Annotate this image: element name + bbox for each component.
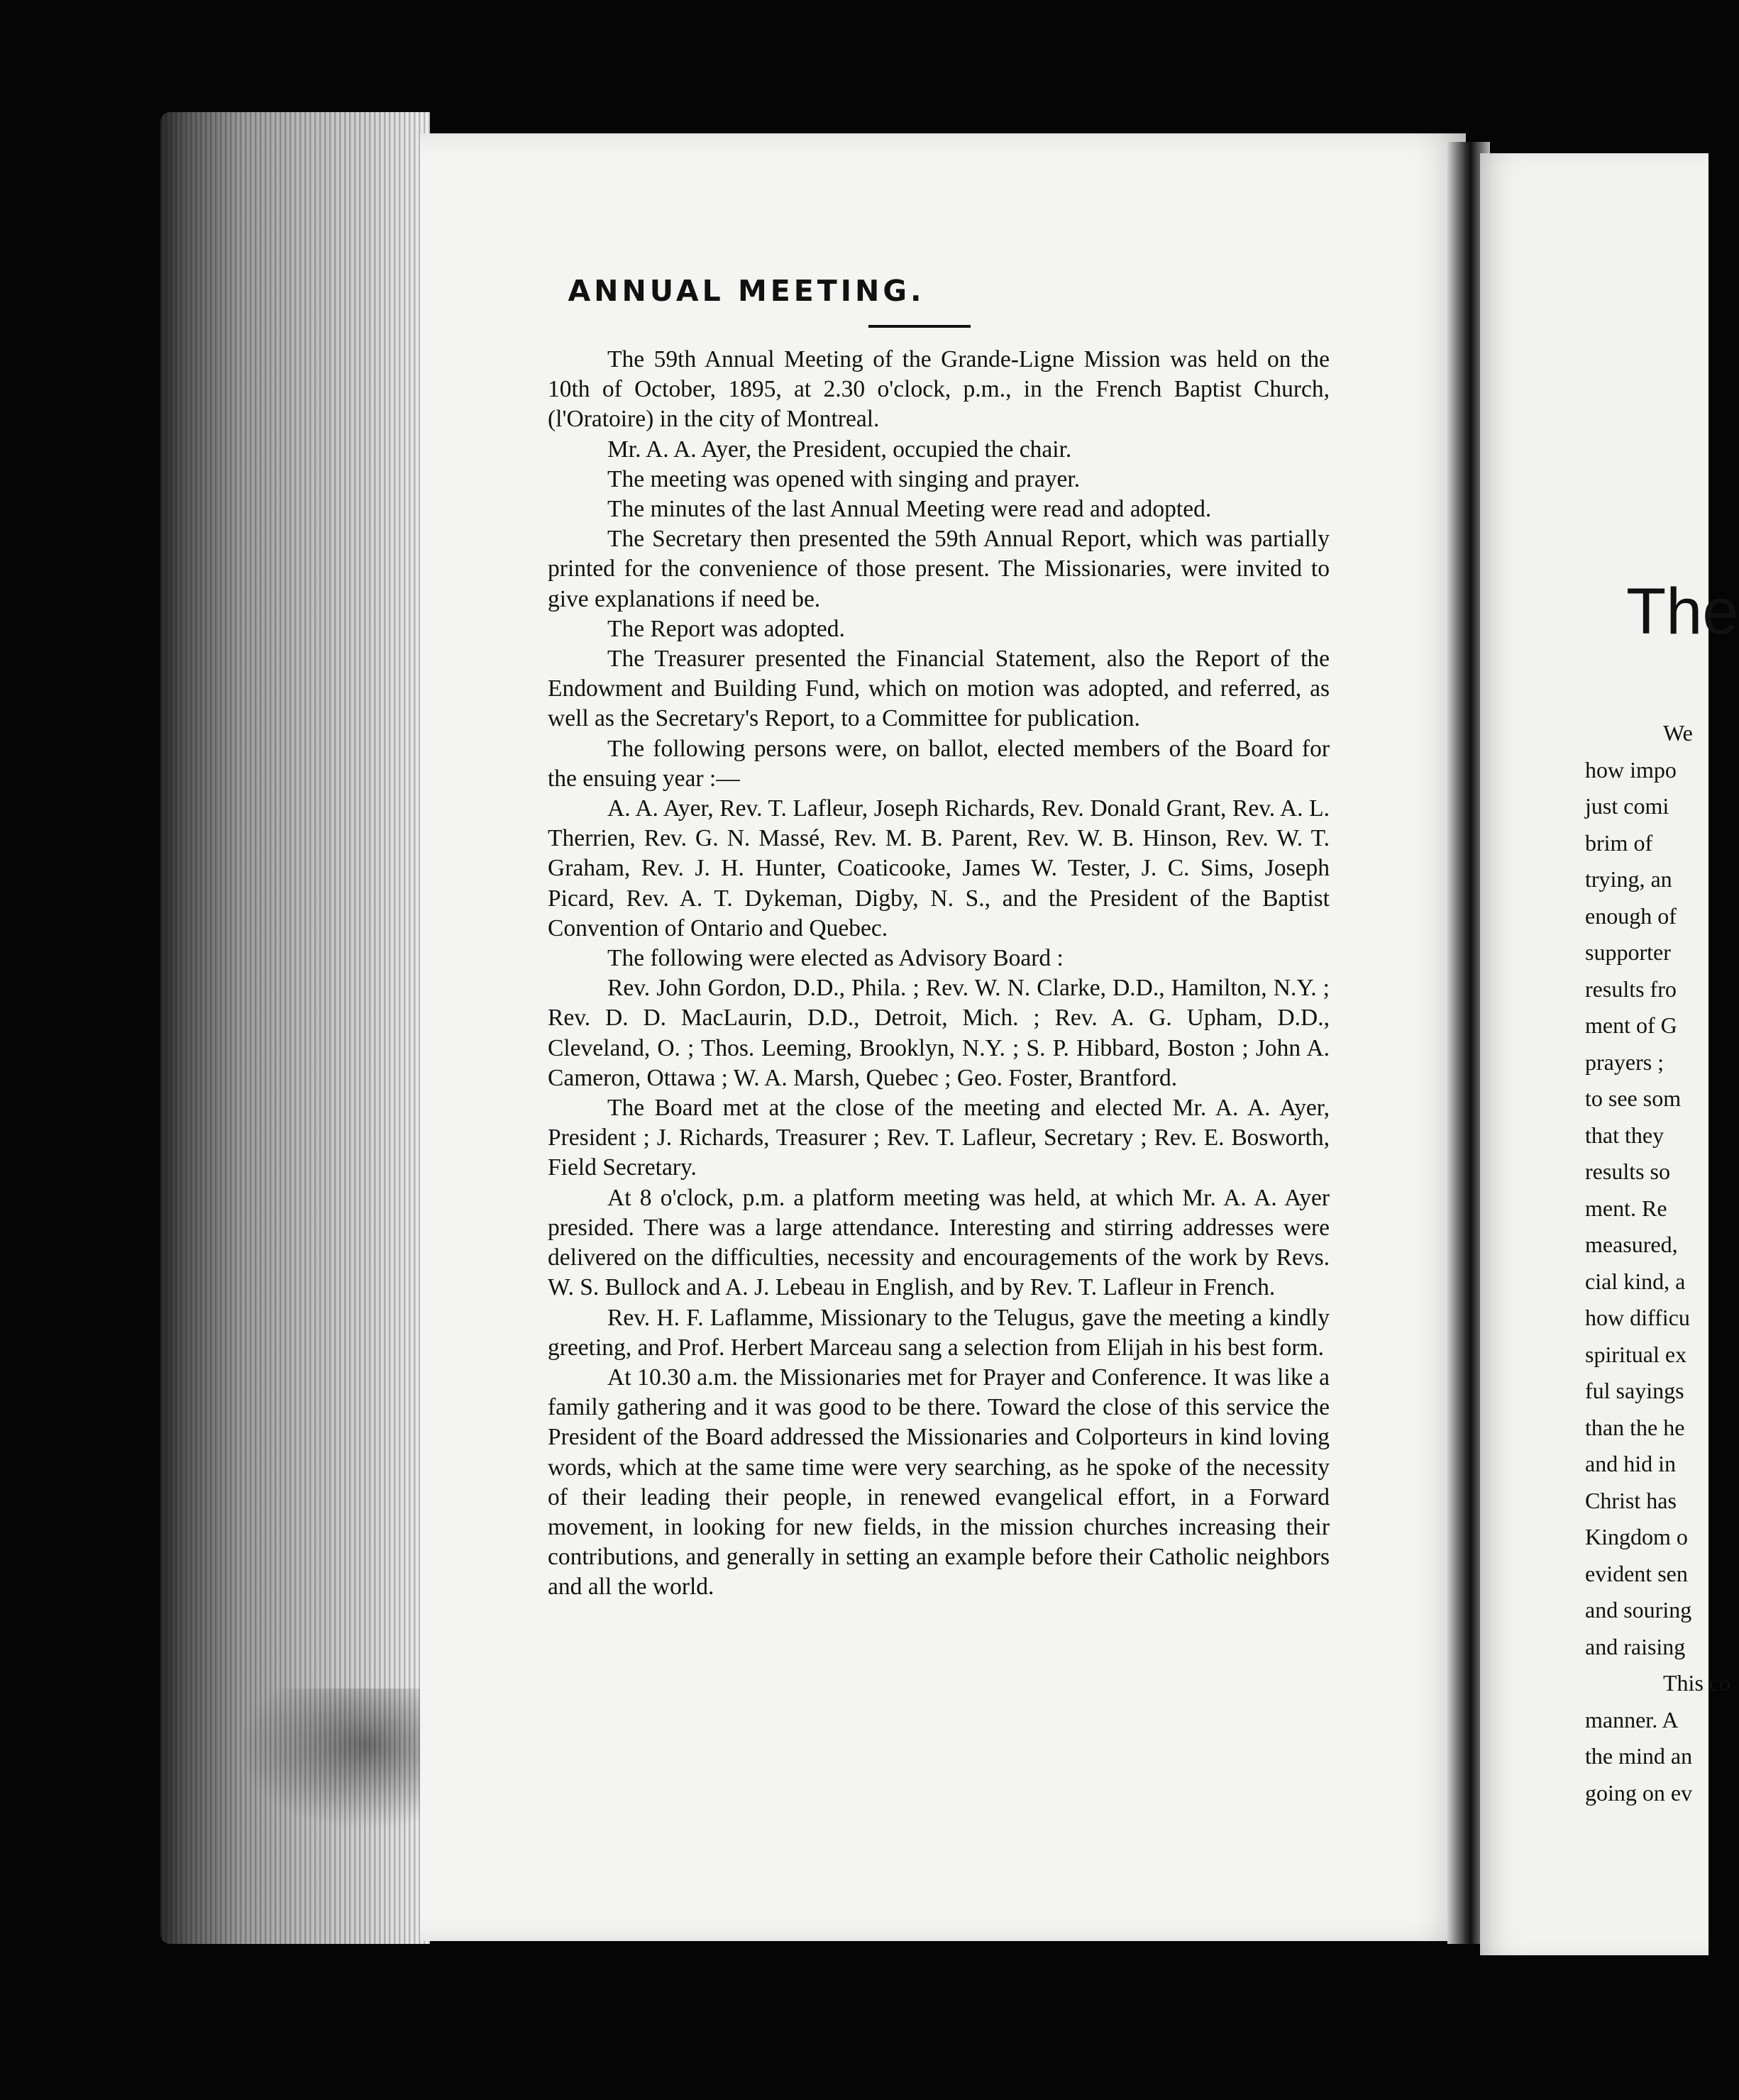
text-line: supporter	[1585, 939, 1671, 965]
paragraph: The Board met at the close of the meeting and elected Mr. A. A. Ayer, President ; J. Richards, Treasurer ; Rev. T. Lafleur, Secretary ; Rev. E. Bosworth, Field Secretary.	[548, 1095, 1330, 1181]
meeting-minutes-text	[548, 345, 1330, 1603]
text-line: Kingdom o	[1585, 1524, 1688, 1549]
text-line: results fro	[1585, 976, 1677, 1002]
title-rule	[868, 325, 971, 328]
right-page-heading: The	[1626, 575, 1739, 648]
text-line: cial kind, a	[1585, 1268, 1686, 1294]
text-line: results so	[1585, 1159, 1670, 1184]
text-line: measured,	[1585, 1232, 1678, 1257]
text-line: just comi	[1585, 793, 1669, 819]
text-line: and hid in	[1585, 1451, 1676, 1476]
paragraph: The minutes of the last Annual Meeting were read and adopted.	[607, 496, 1212, 523]
text-line: than the he	[1585, 1414, 1685, 1440]
text-line: and raising	[1585, 1633, 1686, 1659]
paragraph: The meeting was opened with singing and prayer.	[607, 465, 1081, 492]
paragraph: At 10.30 a.m. the Missionaries met for Prayer and Conference. It was like a family gathering and it was good to be there. Toward the close of this service the President of the Board addressed the Missionaries and Colporteurs in kind loving words, which at the same time were very searching, as he spoke of the necessity of their leading their people, in renewed evangelical effort, in a Forward movement, in looking for new fields, in the mission churches increasing their contributions, and generally in setting an example before their Catholic neighbors and all the world.	[548, 1364, 1330, 1601]
paragraph: The following were elected as Advisory Board :	[607, 945, 1064, 972]
paragraph: Mr. A. A. Ayer, the President, occupied the chair.	[607, 436, 1072, 463]
text-line: how difficu	[1585, 1305, 1690, 1330]
paragraph: Rev. John Gordon, D.D., Phila. ; Rev. W. N. Clarke, D.D., Hamilton, N.Y. ; Rev. D. D. MacLaurin, D.D., Detroit, Mich. ; Rev. A. G. Upham, D.D., Cleveland, O. ; Thos. Leeming, Brooklyn, N.Y. ; S. P. Hibbard, Boston ; John A. Cameron, Ottawa ; W. A. Marsh, Quebec ; Geo. Foster, Brantford.	[548, 975, 1330, 1091]
text-line: and souring	[1585, 1597, 1692, 1623]
paragraph: The Secretary then presented the 59th Annual Report, which was partially printed for the convenience of those present. The Missionaries, were invited to give explanations if need be.	[548, 526, 1330, 612]
text-line: enough of	[1585, 902, 1677, 929]
text-line: trying, an	[1585, 866, 1672, 892]
paragraph: The following persons were, on ballot, elected members of the Board for the ensuing year :—	[548, 735, 1330, 792]
paragraph: A. A. Ayer, Rev. T. Lafleur, Joseph Richards, Rev. Donald Grant, Rev. A. L. Therrien, Rev. G. N. Massé, Rev. M. B. Parent, Rev. W. B. Hinson, Rev. W. T. Graham, Rev. J. H. Hunter, Coaticooke, James W. Tester, J. C. Sims, Joseph Picard, Rev. A. T. Dykeman, Digby, N. S., and the President of the Baptist Convention of Ontario and Quebec.	[548, 795, 1330, 941]
text-line: going on ev	[1585, 1779, 1693, 1806]
book-fore-edge	[160, 112, 430, 1944]
text-line: brim of	[1585, 829, 1653, 856]
text-line: ful sayings	[1585, 1378, 1684, 1403]
text-line: prayers ;	[1585, 1049, 1665, 1075]
paragraph: The Treasurer presented the Financial Statement, also the Report of the Endowment and Building Fund, which on motion was adopted, and referred, as well as the Secretary's Report, to a Committee for publication.	[548, 646, 1330, 732]
text-line: This co	[1663, 1670, 1731, 1696]
paragraph: The 59th Annual Meeting of the Grande-Ligne Mission was held on the 10th of October, 1895, at 2.30 o'clock, p.m., in the French Baptist Church, (l'Oratoire) in the city of Montreal.	[548, 346, 1330, 433]
paragraph: Rev. H. F. Laflamme, Missionary to the Telugus, gave the meeting a kindly greeting, and Prof. Herbert Marceau sang a selection from Elijah in his best form.	[548, 1304, 1330, 1361]
page-title: ANNUAL MEETING.	[568, 274, 925, 308]
text-line: Christ has	[1585, 1487, 1677, 1513]
text-line: manner. A	[1585, 1706, 1679, 1732]
text-line: that they	[1585, 1122, 1665, 1148]
paragraph: The Report was adopted.	[607, 615, 845, 642]
text-line: ment of G	[1585, 1012, 1677, 1038]
text-line: evident sen	[1585, 1560, 1688, 1586]
text-line: We	[1663, 720, 1693, 746]
text-line: the mind an	[1585, 1743, 1693, 1769]
text-line: ment. Re	[1585, 1195, 1667, 1221]
text-line: to see som	[1585, 1085, 1682, 1111]
text-line: spiritual ex	[1585, 1341, 1687, 1367]
right-page-text-fragment	[1585, 715, 1731, 1811]
paragraph: At 8 o'clock, p.m. a platform meeting was held, at which Mr. A. A. Ayer presided. There was a large attendance. Interesting and stirring addresses were delivered on the difficulties, necessity and encouragements of the work by Revs. W. S. Bullock and A. J. Lebeau in English, and by Rev. T. Lafleur in French.	[548, 1184, 1330, 1301]
text-line: how impo	[1585, 756, 1677, 783]
water-stain	[238, 1689, 423, 1830]
